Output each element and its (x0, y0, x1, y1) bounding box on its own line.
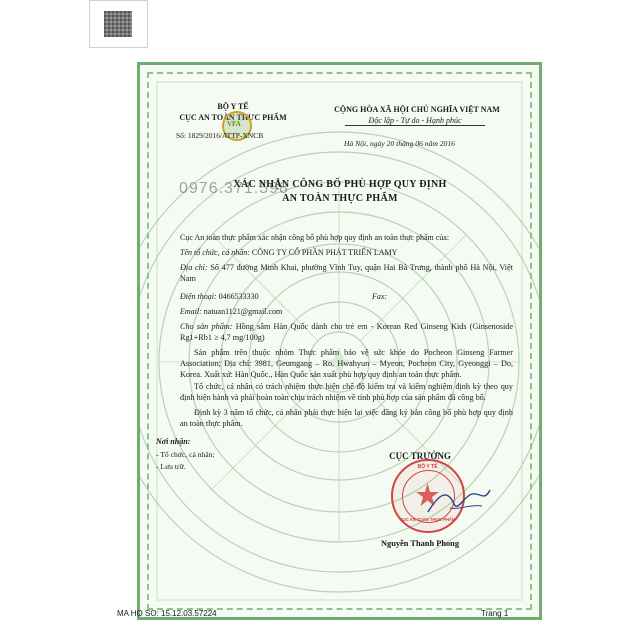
dossier-code: MA HO SO: 15.12.03.57224 (117, 609, 217, 618)
email-label: Email: (180, 307, 202, 316)
email-value: natuan1121@gmail.com (203, 307, 283, 316)
thumbnail-image (104, 11, 132, 37)
org-value: CÔNG TY CỔ PHẦN PHÁT TRIỂN LAMY (251, 248, 398, 257)
certificate-title-line2: AN TOÀN THỰC PHẨM (282, 193, 398, 204)
fax-label: Fax: (372, 292, 388, 301)
product-value: Hồng sâm Hàn Quốc dành cho trẻ em - Korean Red Ginseng Kids (Ginsenoside Rg1+Rb1 ≥ 4,7 mg/100g) (180, 322, 513, 342)
product-group-paragraph: Sản phẩm trên thuộc nhóm Thực phẩm bảo vệ sức khỏe do Pocheon Ginseng Farmer Association; Địa chỉ: 3981, Geumgang – Ro, Hwahyun – Myeon, Pocheon City, Gyeonggi – Do, Korea. Xuất xứ: Hàn Quốc., Hàn Quốc sản xuất phù hợp quy định an toàn thực phẩm. (180, 348, 513, 379)
seal-bottom-text: CỤC AN TOÀN THỰC PHẨM (399, 517, 456, 522)
renewal-paragraph: Định kỳ 3 năm tổ chức, cá nhân phải thực hiện lại việc đăng ký bản công bố phù hợp quy định an toàn thực phẩm. (180, 408, 513, 428)
phone-value: 0466533330 (218, 292, 259, 301)
address-label: Địa chỉ: (180, 263, 208, 272)
certificate-title-line1: XÁC NHẬN CÔNG BỐ PHÙ HỢP QUY ĐỊNH (233, 179, 447, 190)
phone-watermark: 0976.371.598 (179, 180, 289, 197)
signer-name: Nguyễn Thanh Phong (380, 539, 460, 548)
ministry-name: BỘ Y TẾ (217, 102, 249, 111)
signer-title: CỤC TRƯỞNG (389, 451, 451, 461)
address-value: Số 477 đường Minh Khai, phường Vĩnh Tuy, quận Hai Bà Trưng, thành phố Hà Nội, Việt Nam (180, 263, 513, 283)
org-label: Tên tổ chức, cá nhân: (180, 248, 250, 257)
signature-stroke (420, 482, 500, 522)
page-number: Trang 1 (481, 609, 509, 618)
issue-date: Hà Nội, ngày 20 tháng 06 năm 2016 (344, 139, 455, 148)
product-label: Cho sản phẩm: (180, 322, 233, 331)
seal-top-text: BỘ Y TẾ (417, 464, 438, 470)
recipient-item: - Lưu trữ. (156, 462, 186, 471)
department-name: CỤC AN TOÀN THỰC PHẨM (179, 113, 287, 122)
phone-label: Điện thoại: (180, 292, 217, 301)
document-number: Số: 1829/2016/ATTP-XNCB (176, 131, 264, 140)
intro-line: Cục An toàn thực phẩm xác nhận công bố phù hợp quy định an toàn thực phẩm của: (180, 233, 450, 242)
responsibility-paragraph: Tổ chức, cá nhân có trách nhiệm thực hiện chế độ kiểm tra và kiểm nghiệm định kỳ theo quy định hiện hành và phải hoàn toàn chịu trách nhiệm về tính phù hợp của sản phẩm đã công bố. (180, 382, 513, 402)
recipient-item: - Tổ chức, cá nhân; (156, 450, 215, 459)
republic-motto: Độc lập - Tự do - Hạnh phúc (345, 116, 485, 126)
recipients-label: Nơi nhận: (156, 437, 191, 446)
document-thumbnail[interactable] (89, 0, 148, 48)
republic-name: CỘNG HÒA XÃ HỘI CHỦ NGHĨA VIỆT NAM (334, 105, 500, 114)
vfa-logo-text: VFA (227, 120, 241, 128)
